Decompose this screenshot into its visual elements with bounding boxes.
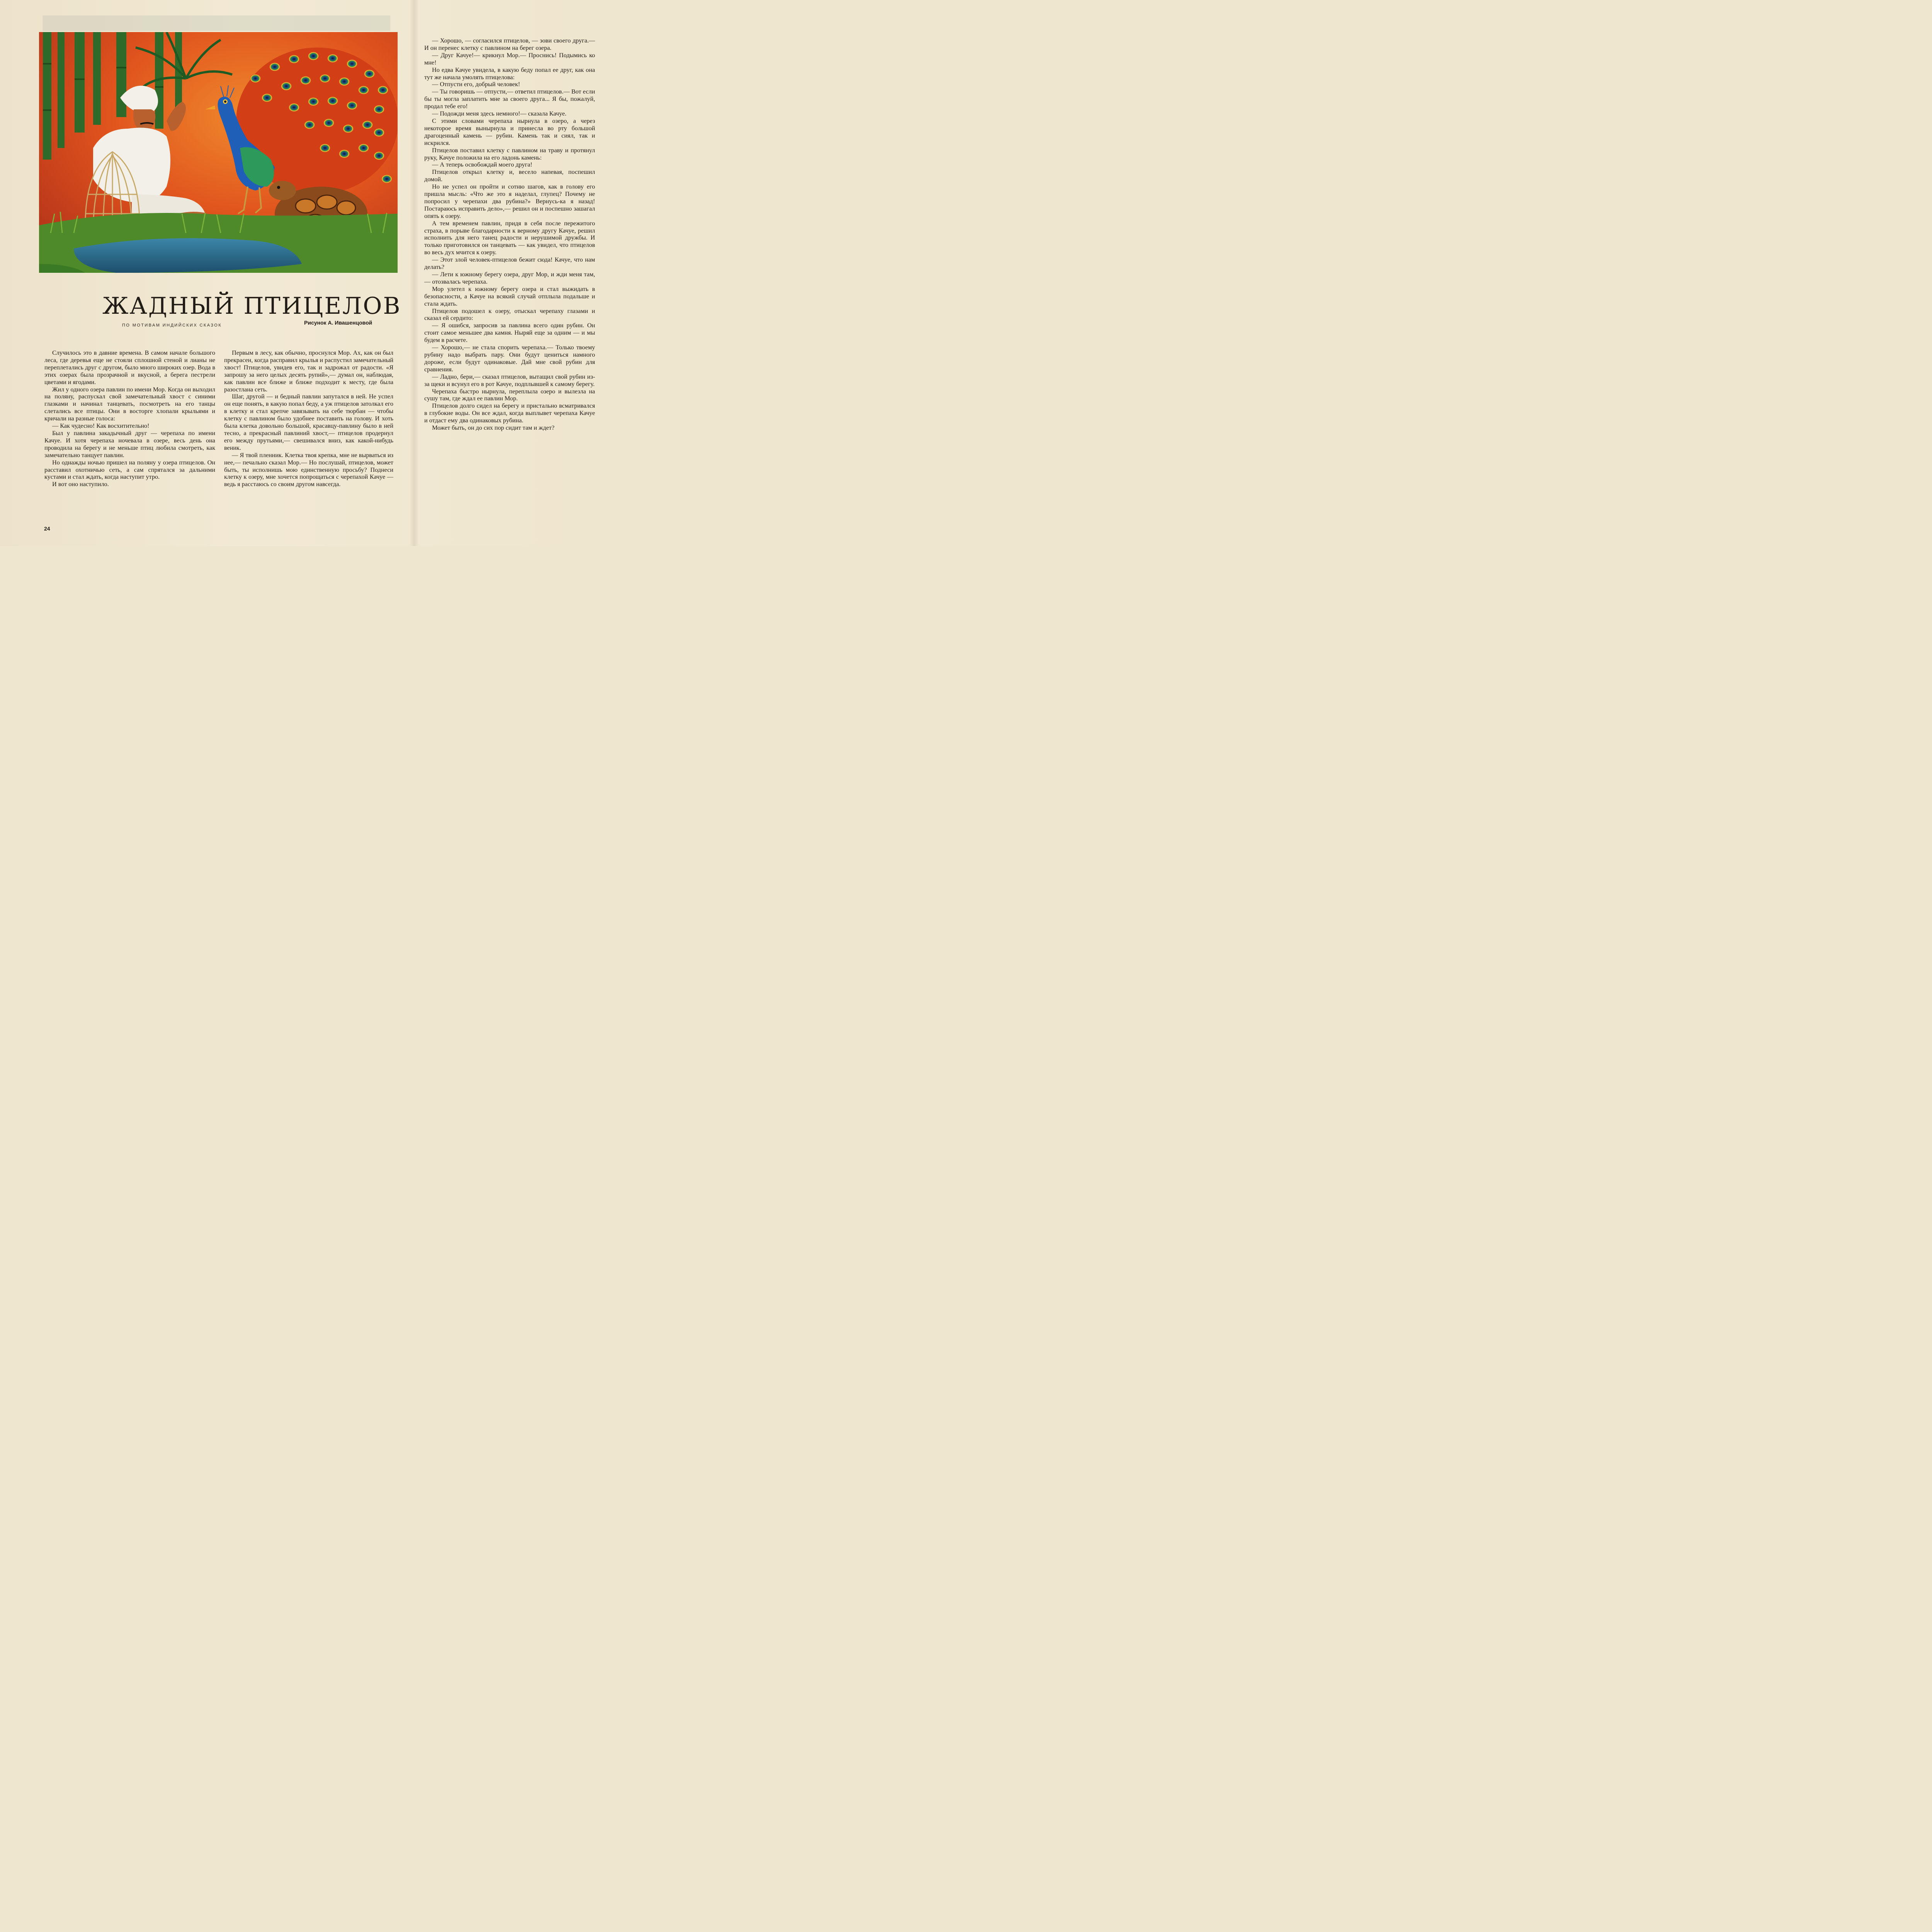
- paragraph: — Лети к южному берегу озера, друг Мор, и жди меня там,— отозвалась черепаха.: [424, 271, 595, 285]
- paragraph: И вот оно наступило.: [52, 481, 109, 488]
- paragraph: Но едва Качуе увидела, в какую беду попал ее друг, как она тут же начала умолять птицелова:: [424, 66, 595, 81]
- paragraph: Черепаха быстро нырнула, переплыла озеро и вылезла на сушу там, где ждал ее павлин Мор.: [424, 388, 595, 402]
- paragraph: Шаг, другой — и бедный павлин запутался в ней. Не успел он еще понять, в какую попал беду, а уж птицелов затолкал его в клетку и стал крепче завязывать на себе тюрбан — чтобы клетку с павлином было удобнее поставить на голову. И хоть была клетка довольно большой, красавцу-павлину было в ней тесно, а прекрасный павлиний хвост,— птицелов продернул его между прутьями,— свешивался вниз, как какой-нибудь веник.: [224, 393, 393, 451]
- paragraph: — А теперь освобождай моего друга!: [432, 161, 532, 168]
- paragraph: — Отпусти его, добрый человек!: [432, 81, 520, 88]
- page-number: 24: [44, 526, 50, 532]
- illustration-credit: Рисунок А. Ивашенцовой: [304, 320, 372, 326]
- text-column-1: [44, 349, 215, 488]
- text-column-3: [424, 37, 595, 432]
- paragraph: Но однажды ночью пришел на поляну у озера птицелов. Он расставил охотничью сеть, а сам спрятался за дальними кустами и стал ждать, когда наступит утро.: [44, 459, 215, 481]
- paragraph: Но не успел он пройти и сотню шагов, как в голову его пришла мысль: «Что же это я наделал, глупец? Почему не попросил у черепахи два рубина?» Вернусь-ка я назад! Постараюсь исправить дело»,— решил он и поспешно зашагал опять к озеру.: [424, 183, 595, 219]
- paragraph: — Я ошибся, запросив за павлина всего один рубин. Он стоит самое меньшее два камня. Ныряй еще за одним — и мы будем в расчете.: [424, 322, 595, 344]
- paragraph: — Хорошо,— не стала спорить черепаха.— Только твоему рубину надо выбрать пару. Они будут цениться намного дороже, если будут одинаковые. Дай мне свой рубин для сравнения.: [424, 344, 595, 373]
- paragraph: Птицелов подошел к озеру, отыскал черепаху глазами и сказал ей сердито:: [424, 307, 595, 322]
- page-gutter: [410, 0, 419, 546]
- paragraph: Птицелов долго сидел на берегу и пристально всматривался в глубокие воды. Он все ждал, когда выплывет черепаха Качуе и отдаст ему два одинаковых рубина.: [424, 402, 595, 424]
- paragraph: — Я твой пленник. Клетка твоя крепка, мне не вырваться из нее,— печально сказал Мор.— Но послушай, птицелов, может быть, ты исполнишь мою единственную просьбу? Поднеси клетку к озеру, мне хочется попрощаться с черепахой Качуе — ведь я расстаюсь со своим другом навсегда.: [224, 451, 393, 488]
- paragraph: — Ладно, бери,— сказал птицелов, вытащил свой рубин из-за щеки и всунул его в рот Качуе, подплывшей к самому берегу.: [424, 373, 595, 388]
- bleed-through-strip: [43, 15, 390, 31]
- paragraph: Случилось это в давние времена. В самом начале большого леса, где деревья еще не стояли сплошной стеной и лианы не переплетались друг с другом, было много широких озер. Вода в этих озерах была прозрачной и вкусной, а берега пестрели цветами и ягодами.: [44, 349, 215, 386]
- paragraph: — Хорошо, — согласился птицелов, — зови своего друга.— И он перенес клетку с павлином на берег озера.: [424, 37, 595, 51]
- paragraph: А тем временем павлин, придя в себя после пережитого страха, в порыве благодарности к верному другу Качуе, решил исполнить для него танец радости и нерушимой дружбы. И только приготовился он танцевать — как увидел, что птицелов во весь дух мчится к озеру.: [424, 219, 595, 256]
- paragraph: Был у павлина закадычный друг — черепаха по имени Качуе. И хотя черепаха ночевала в озере, весь день она проводила на берегу и не меньше птиц любила смотреть, как замечательно танцует павлин.: [44, 429, 215, 459]
- paragraph: Жил у одного озера павлин по имени Мор. Когда он выходил на поляну, распускал свой замечательный хвост с синими глазками и начинал танцевать, посмотреть на его танцы слетались все птицы. Они в восторге хлопали крыльями и кричали на разные голоса:: [44, 386, 215, 422]
- article-title: ЖАДНЫЙ ПТИЦЕЛОВ: [102, 293, 401, 320]
- paragraph: — Друг Качуе!— крикнул Мор.— Проснись! Подымись ко мне!: [424, 51, 595, 66]
- paragraph: — Подожди меня здесь немного!— сказала Качуе.: [432, 110, 566, 117]
- paragraph: С этими словами черепаха нырнула в озеро, а через некоторое время вынырнула и принесла во рту большой драгоценный камень — рубин. Камень так и сиял, так и искрился.: [424, 117, 595, 146]
- text-column-2: [224, 349, 393, 488]
- paragraph: Птицелов поставил клетку с павлином на траву и протянул руку, Качуе положила на его ладонь камень:: [424, 146, 595, 161]
- paragraph: Мор улетел к южному берегу озера и стал выжидать в безопасности, а Качуе на всякий случай отплыла подальше и стала ждать.: [424, 285, 595, 307]
- paragraph: — Ты говоришь — отпусти,— ответил птицелов.— Вот если бы ты могла заплатить мне за своего друга... Я бы, пожалуй, продал тебе его!: [424, 88, 595, 110]
- paragraph: Птицелов открыл клетку и, весело напевая, поспешил домой.: [424, 168, 595, 183]
- paragraph: Первым в лесу, как обычно, проснулся Мор. Ах, как он был прекрасен, когда расправил крылья и распустил замечательный хвост! Птицелов, увидев его, так и задрожал от радости. «Я запрошу за него целых десять рупий»,— думал он, наблюдая, как павлин все ближе и ближе подходит к месту, где была разостлана сеть.: [224, 349, 393, 393]
- story-illustration: [39, 32, 398, 273]
- paragraph: Может быть, он до сих пор сидит там и ждет?: [432, 424, 554, 432]
- paragraph: — Этот злой человек-птицелов бежит сюда! Качуе, что нам делать?: [424, 256, 595, 271]
- paragraph: — Как чудесно! Как восхитительно!: [52, 422, 150, 430]
- article-subtitle: ПО МОТИВАМ ИНДИЙСКИХ СКАЗОК: [122, 323, 222, 328]
